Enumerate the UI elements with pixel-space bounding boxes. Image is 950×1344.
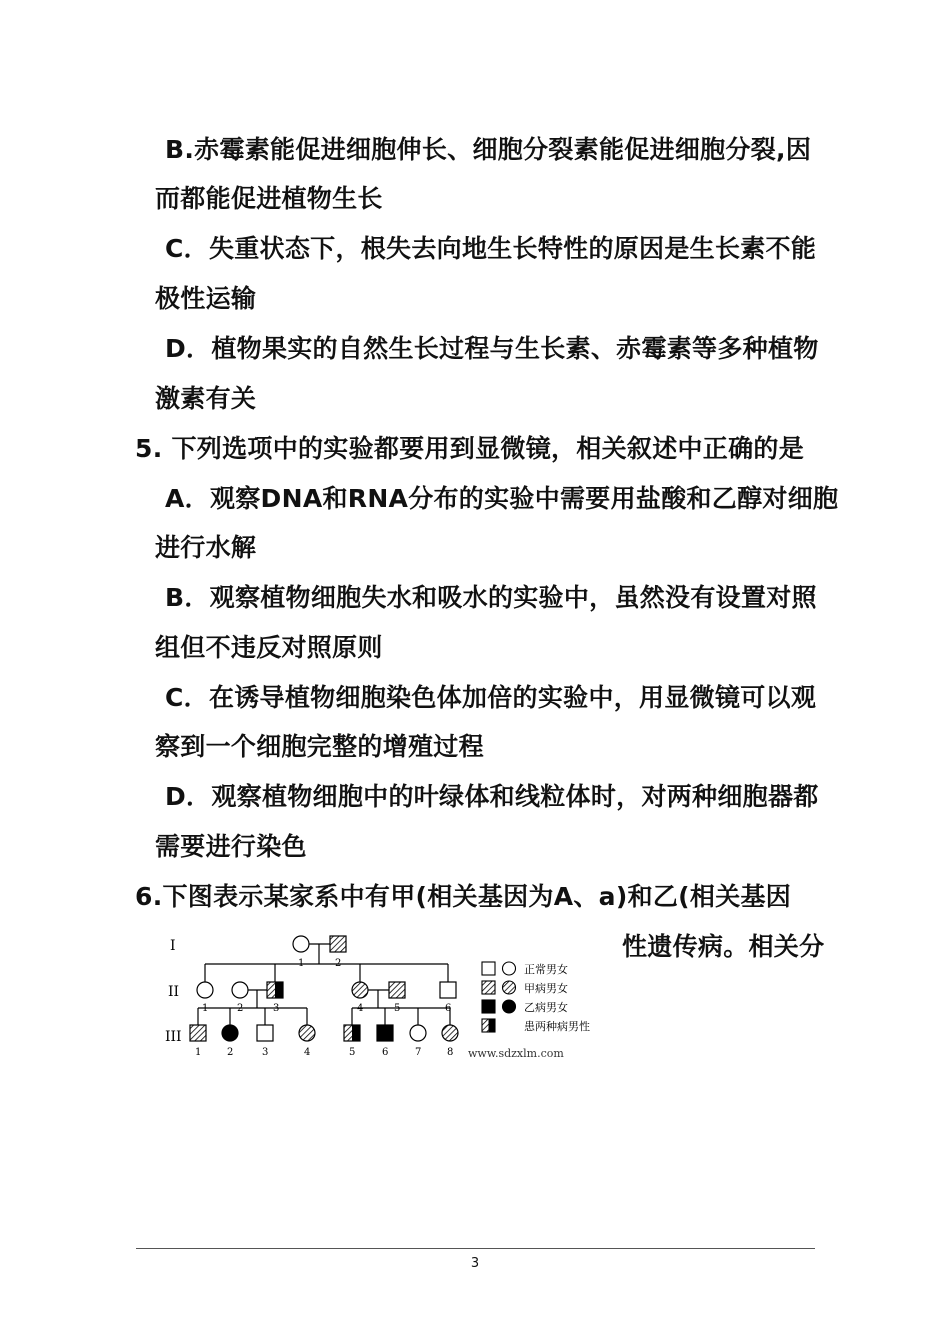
pedigree-II-label-2: 2: [237, 1003, 244, 1014]
pedigree-II-4-jia-female: [352, 982, 368, 998]
option-b-line-1: B.赤霉素能促进细胞伸长、细胞分裂素能促进细胞分裂,因: [165, 135, 812, 164]
pedigree-III-label-2: 2: [227, 1047, 234, 1058]
option-d-line-2: 激素有关: [155, 384, 257, 413]
pedigree-II-5-jia-male: [389, 982, 405, 998]
pedigree-III-5-both-male: [344, 1025, 360, 1041]
pedigree-III-6-yi-male: [377, 1025, 393, 1041]
q5-option-a-line-2: 进行水解: [155, 533, 257, 562]
q5-option-b-line-2: 组但不违反对照原则: [155, 633, 383, 662]
q5-option-c-line-1: C．在诱导植物细胞染色体加倍的实验中，用显微镜可以观: [165, 683, 817, 712]
q5-option-a-line-1: A．观察DNA和RNA分布的实验中需要用盐酸和乙醇对细胞: [165, 484, 839, 513]
legend-normal: 正常男女: [524, 963, 568, 976]
pedigree-III-label-7: 7: [415, 1047, 422, 1058]
pedigree-II-label-6: 6: [445, 1003, 452, 1014]
pedigree-I-label-1: 1: [298, 958, 305, 969]
pedigree-III-label-8: 8: [447, 1047, 454, 1058]
pedigree-I-label-2: 2: [335, 958, 342, 969]
pedigree-III-8-jia-female: [442, 1025, 458, 1041]
pedigree-III-7-normal-female: [410, 1025, 426, 1041]
question-6-stem: 6.下图表示某家系中有甲(相关基因为A、a)和乙(相关基因: [135, 882, 792, 911]
pedigree-III-3-normal-male: [257, 1025, 273, 1041]
generation-label-II: II: [168, 984, 180, 1000]
footer-rule: [136, 1248, 815, 1249]
pedigree-III-label-1: 1: [195, 1047, 202, 1058]
question-5-stem: 5. 下列选项中的实验都要用到显微镜，相关叙述中正确的是: [135, 434, 804, 463]
pedigree-III-label-6: 6: [382, 1047, 389, 1058]
pedigree-III-1-jia-male: [190, 1025, 206, 1041]
pedigree-II-2-normal-female: [232, 982, 248, 998]
page-number: 3: [470, 1256, 480, 1271]
pedigree-legend: [482, 962, 590, 1033]
option-d-line-1: D．植物果实的自然生长过程与生长素、赤霉素等多种植物: [165, 334, 819, 363]
pedigree-II-label-3: 3: [273, 1003, 280, 1014]
pedigree-III-label-4: 4: [304, 1047, 311, 1058]
pedigree-III-2-yi-female: [222, 1025, 238, 1041]
option-b-line-2: 而都能促进植物生长: [155, 184, 383, 213]
generation-label-III: III: [165, 1029, 182, 1045]
pedigree-II-label-5: 5: [394, 1003, 401, 1014]
option-c-line-1: C．失重状态下，根失去向地生长特性的原因是生长素不能: [165, 234, 817, 263]
legend-both: 患两种病男性: [524, 1020, 590, 1033]
q5-option-c-line-2: 察到一个细胞完整的增殖过程: [155, 732, 484, 761]
option-c-line-2: 极性运输: [155, 284, 257, 313]
q5-option-d-line-2: 需要进行染色: [155, 832, 307, 861]
pedigree-III-label-5: 5: [349, 1047, 356, 1058]
legend-jia: 甲病男女: [524, 982, 568, 995]
pedigree-watermark: www.sdzxlm.com: [468, 1047, 564, 1060]
pedigree-chart: [160, 928, 610, 1063]
q5-option-d-line-1: D．观察植物细胞中的叶绿体和线粒体时，对两种细胞器都: [165, 782, 819, 811]
pedigree-III-label-3: 3: [262, 1047, 269, 1058]
question-6-stem-continued: 性遗传病。相关分: [622, 932, 825, 961]
pedigree-II-label-1: 1: [202, 1003, 209, 1014]
pedigree-II-6-normal-male: [440, 982, 456, 998]
pedigree-III-4-jia-female: [299, 1025, 315, 1041]
pedigree-II-label-4: 4: [357, 1003, 364, 1014]
pedigree-I-2-jia-male: [330, 936, 346, 952]
generation-label-I: I: [170, 938, 176, 954]
pedigree-II-3-both-male: [267, 982, 283, 998]
pedigree-II-1-normal-female: [197, 982, 213, 998]
pedigree-I-1-normal-female: [293, 936, 309, 952]
q5-option-b-line-1: B．观察植物细胞失水和吸水的实验中，虽然没有设置对照: [165, 583, 817, 612]
legend-yi: 乙病男女: [524, 1001, 568, 1014]
